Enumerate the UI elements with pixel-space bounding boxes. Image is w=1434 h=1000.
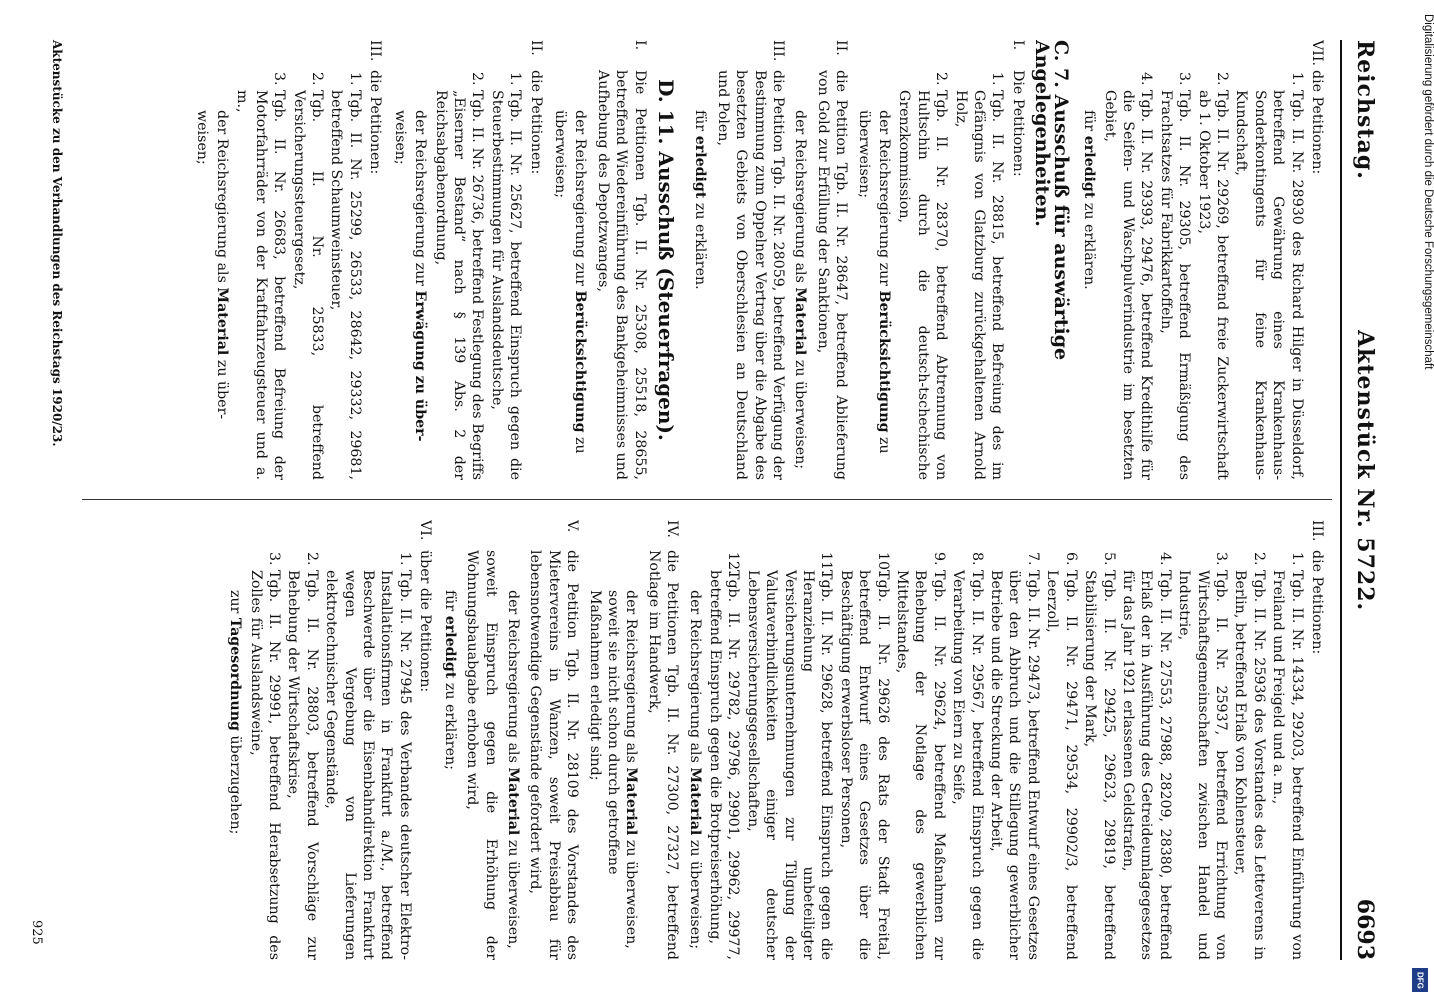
item-text: Tgb. II. Nr. 29626 des Rats der Stadt Freital, betreffend Entwurf eines Gesetzes über die Beschäftigung erwerbsloser Personen,	[837, 570, 891, 960]
list-item	[1269, 540, 1306, 960]
item-text: Tgb. II. Nr. 27553, 27988, 28209, 28380, betreffend Erlaß der in Ausführung des Getreideumlagegesetzes für das Jahr 1921 erlassenen Geldstrafen,	[1119, 570, 1173, 960]
resolution-line	[440, 520, 458, 960]
item-number: 1.	[396, 552, 413, 566]
resolution-text: der Reichsregierung als	[792, 110, 809, 288]
item-number: 5.	[1100, 552, 1117, 566]
resolution-keyword: Material	[504, 767, 521, 836]
resolution-text: für	[1081, 110, 1098, 136]
column-divider	[82, 499, 1332, 500]
list-item	[743, 540, 835, 960]
item-text: Tgb. II. Nr. 29567, betreffend Einspruch gegen die Verarbeitung von Eiern zu Seife,	[950, 570, 985, 960]
list-item	[987, 540, 1042, 960]
list-item	[1081, 540, 1118, 960]
list-item	[322, 540, 414, 960]
roman-numeral: II.	[833, 40, 850, 56]
section-c-i	[1009, 40, 1027, 480]
roman-numeral: VII.	[1309, 40, 1325, 66]
section-c-iii	[713, 40, 787, 480]
resolution-text: zu überweisen;	[686, 835, 703, 950]
resolution-keyword: Material	[686, 767, 703, 836]
roman-numeral: I.	[1009, 40, 1026, 51]
item-number: 8.	[968, 552, 985, 566]
item-text: Tgb. II. Nr. 29624, betreffend Maßnahmen zur Behebung der Notlage des gewerblichen Mittelstandes,	[894, 570, 947, 960]
dfg-logo: DFG	[1412, 968, 1428, 992]
section-iii	[1308, 520, 1326, 960]
item-text: Tgb. II. Nr. 25627, betreffend Einspruch gegen die Steuerbestimmungen für Auslandsdeutsche,	[488, 90, 524, 480]
resolution-line: überweisen;	[855, 110, 872, 199]
resolution-line: weisen;	[193, 110, 210, 165]
item-text: Tgb. II. Nr. 25937, betreffend Errichtung von Wirtschaftsgemeinschaften zwischen Handel und Industrie,	[1176, 570, 1229, 960]
item-text: Tgb. II. Nr. 29782, 29796, 29901, 29962, 29977, betreffend Einspruch gegen die Brotpreiserhöhung,	[707, 570, 742, 960]
section-v	[526, 520, 581, 960]
list-item	[706, 540, 743, 960]
header-title: Aktenstück Nr. 5722.	[1352, 330, 1378, 612]
paragraph-text: die Petitionen Tgb. II. Nr. 27300, 27327, betreffend Notlage im Handwerk,	[645, 550, 681, 960]
resolution-text: zu überweisen, soweit sie nicht schon durch getroffene Maßnahmen erledigt sind;	[586, 590, 640, 949]
list-item	[1100, 60, 1155, 480]
item-text: Tgb. II. Nr. 26683, betreffend Befreiung der Motorfahrräder von der Kraftfahrzeugsteuer und a. m.,	[234, 90, 288, 480]
resolution-text: der Reichsregierung als	[214, 110, 231, 288]
left-column	[42, 40, 1332, 480]
section-iv	[644, 520, 681, 960]
resolution-keyword: Material	[214, 287, 231, 356]
item-number: 3.	[266, 552, 283, 566]
roman-numeral: III.	[770, 40, 787, 62]
resolution-text: zu	[572, 432, 589, 454]
item-number: 2.	[469, 72, 486, 86]
resolution-line	[685, 520, 703, 960]
header-left: Reichstag.	[1352, 40, 1378, 180]
item-number: 1.	[1288, 552, 1305, 566]
list-item	[233, 60, 288, 480]
resolution-text: zu	[876, 432, 893, 454]
resolution-line	[213, 40, 231, 480]
resolution-keyword: Berücksichtigung	[572, 290, 589, 433]
resolution-line: weisen;	[391, 110, 408, 165]
resolution-text: für	[692, 110, 709, 136]
resolution-text: zu über-	[214, 355, 231, 420]
section-d-i	[593, 40, 648, 480]
section-intro: über die Petitionen:	[417, 550, 434, 693]
resolution-line	[791, 40, 809, 480]
resolution-keyword: Berücksichtigung	[876, 290, 893, 433]
list-item	[1043, 540, 1080, 960]
section-heading-d: D. 11. Ausschuß (Steuerfragen).	[654, 79, 678, 441]
item-text: Tgb. II. Nr. 29393, 29476, betreffend Kredithilfe für die Seifen- und Waschpulverindustrie im besetzten Gebiet,	[1101, 90, 1155, 480]
item-text: Tgb. II. Nr. 29471, 29534, 29902/3, betreffend Leerzoll,	[1044, 570, 1079, 960]
resolution-line	[875, 40, 893, 480]
footer-page-number: 925	[29, 920, 44, 945]
resolution-text: zu überweisen;	[792, 355, 809, 470]
item-text: Tgb. II. Nr. 25936 des Vorstandes des Letteverens in Berlin, betreffend Erlaß von Kohlensteuer,	[1232, 570, 1267, 960]
paragraph-text: die Petition Tgb. II. Nr. 28647, betreffend Ablieferung von Gold zur Erfüllung der Sanktionen,	[814, 70, 850, 480]
list-item	[1231, 540, 1268, 960]
list-item	[487, 60, 524, 480]
roman-numeral: III.	[367, 40, 384, 62]
item-text: Tgb. II. Nr. 25833, betreffend Versicherungssteuergesetz,	[290, 90, 326, 480]
section-intro: Die Petitionen:	[1009, 70, 1026, 177]
resolution-line: überweisen;	[551, 110, 568, 199]
item-number: 1.	[346, 72, 363, 86]
list-item	[327, 60, 364, 480]
roman-numeral: I.	[631, 40, 648, 51]
section-intro: die Petitionen:	[1309, 550, 1325, 655]
item-number: 7.	[1024, 552, 1041, 566]
item-number: 1.	[1288, 72, 1305, 86]
item-text: Tgb. II. Nr. 28930 des Richard Hilger in Düsseldorf, betreffend Gewährung eines Krankenhaus-Sonderkontingents für feine Krankenhaus-Kundschaft,	[1233, 90, 1305, 480]
item-number: 6.	[1062, 552, 1079, 566]
resolution-keyword: erledigt	[1081, 135, 1098, 199]
section-intro: die Petitionen:	[1309, 70, 1325, 175]
resolution-line	[1080, 40, 1098, 480]
paragraph-text: die Petition Tgb. II. Nr. 28109 des Vorstandes des Mietervereins in Wanzen, soweit Preisabbau für lebensnotwendige Gegenstände gefordert wird,	[527, 550, 581, 960]
item-text: Tgb. II. Nr. 14334, 29203, betreffend Einführung von Freiland und Freigeld und a. m.,	[1270, 570, 1305, 960]
footer-note: Aktenstücke zu den Verhandlungen des Reichstags 1920/23.	[50, 40, 64, 447]
resolution-text: der Reichsregierung als	[504, 590, 521, 768]
resolution-line	[585, 520, 640, 960]
paragraph-text: soweit Einspruch gegen die Erhöhung der Wohnungsbauabgabe erhoben wird,	[464, 550, 499, 960]
paragraph-text: die Petition Tgb. II. Nr. 28059, betreffend Verfügung der Bestimmung zum Oppelner Vertrag über die Abgabe des besetzten Gebiets von Oberschlesien an Deutschland und Polen,	[714, 70, 787, 480]
list-item	[246, 540, 283, 960]
section-d-ii	[526, 40, 544, 480]
header-page-number: 6693	[1352, 898, 1378, 960]
resolution-keyword: Material	[623, 767, 640, 836]
roman-numeral: II.	[527, 40, 544, 56]
resolution-text: zu überweisen,	[504, 835, 521, 949]
item-text: Tgb. II. Nr. 28370, betreffend Abtrennung von Hultschin durch die deutsch-tschechische Grenzkommission,	[896, 90, 950, 480]
section-intro: die Petitionen:	[527, 70, 544, 175]
resolution-text: der Reichsregierung zur	[572, 110, 589, 291]
list-item	[1194, 60, 1231, 480]
list-item	[895, 60, 950, 480]
item-number: 3.	[1176, 72, 1193, 86]
resolution-text: überzugehen;	[227, 730, 244, 835]
resolution-text: zur	[227, 590, 244, 618]
resolution-text: zu erklären.	[692, 198, 709, 290]
item-text: Tgb. II. Nr. 29628, betreffend Einspruch gegen die Heranziehung unbeteiligter Versicherungsunternehmungen zur Tilgung der Valutaverbindlichkeiten einiger deutscher Lebensversicherungsgesellschaften,	[744, 570, 835, 960]
item-number: 2.	[309, 72, 326, 86]
item-number: 2.	[933, 72, 950, 86]
resolution-text: der Reichsregierung als	[686, 590, 703, 768]
list-item	[949, 540, 986, 960]
resolution-text: zu erklären;	[441, 678, 458, 770]
item-number: 3.	[1212, 552, 1229, 566]
item-number: 1.	[507, 72, 524, 86]
section-heading-c: C. 7. Ausschuß für auswärtige Angelegenheiten.	[1031, 40, 1072, 361]
resolution-text: der Reichsregierung als	[623, 590, 640, 768]
list-item	[284, 540, 321, 960]
roman-numeral: III.	[1309, 520, 1325, 542]
resolution-text: der Reichsregierung zur	[412, 110, 429, 291]
header-rule	[1340, 40, 1342, 960]
resolution-text: zu erklären.	[1081, 198, 1098, 290]
resolution-line	[504, 520, 522, 960]
resolution-line	[571, 40, 589, 480]
resolution-text: für	[441, 590, 458, 616]
item-number: 4.	[1156, 552, 1173, 566]
resolution-keyword: Erwägung zu über-	[412, 290, 429, 442]
section-intro: die Petitionen:	[367, 70, 384, 175]
paragraph-text: Die Petitionen Tgb. II. Nr. 25308, 25518, 28655, betreffend Wiedereinführung des Bankgeheimnisses und Aufhebung des Depotzwanges,	[594, 70, 648, 480]
item-number: 4.	[1138, 72, 1155, 86]
item-text: Tgb. II. Nr. 28815, betreffend Befreiung des im Gefängnis von Glatzburg zurückgehaltenen Arnold Holz,	[952, 90, 1006, 480]
list-item	[289, 60, 326, 480]
item-number: 2.	[303, 552, 320, 566]
section-d-iii	[366, 40, 384, 480]
resolution-keyword: Material	[792, 287, 809, 356]
list-item	[951, 60, 1006, 480]
section-c-ii	[813, 40, 850, 480]
list-item	[1175, 540, 1230, 960]
item-number: 10.	[874, 552, 891, 575]
list-item	[1232, 60, 1306, 480]
resolution-text: der Reichsregierung zur	[876, 110, 893, 291]
item-text: Tgb. II. Nr. 29425, 29623, 29819, betreffend Stabilisierung der Mark,	[1082, 570, 1117, 960]
item-number: 11.	[818, 552, 835, 575]
roman-numeral: V.	[564, 520, 581, 533]
list-item	[893, 540, 948, 960]
list-item	[1119, 540, 1174, 960]
item-number: 2.	[1250, 552, 1267, 566]
item-text: Tgb. II. Nr. 29473, betreffend Entwurf eines Gesetzes über den Abbruch und die Stillegung gewerblicher Betriebe und die Streckung der Arbeit,	[988, 570, 1041, 960]
resolution-line	[411, 40, 429, 480]
item-text: Tgb. II. Nr. 29305, betreffend Ermäßigung des Frachtsatzes für Fabrikkartoffeln,	[1157, 90, 1193, 480]
item-text: Tgb. II. Nr. 27945 des Verbandes deutscher Elektro-Installationsfirmen in Frankfurt a./M., betreffend Beschwerde über die Eisenbahndirektion Frankfurt wegen Vergebung von Lieferungen elektrotechnischer Gegenstände,	[323, 570, 413, 960]
roman-numeral: IV.	[664, 520, 681, 538]
resolution-keyword: Tagesordnung	[227, 617, 244, 731]
item-number: 12.	[725, 552, 742, 575]
digitization-credit	[1404, 0, 1434, 1000]
item-text: Tgb. II. Nr. 28803, betreffend Vorschläge zur Behebung der Wirtschaftskrise,	[285, 570, 320, 960]
item-text: Tgb. II. Nr. 29991, betreffend Herabsetzung des Zolles für Auslandsweine,	[247, 570, 283, 960]
roman-numeral: VI.	[417, 520, 434, 541]
item-text: Tgb. II. Nr. 26736, betreffend Festlegung des Begriffs „Eiserner Bestand“ nach § 139 Abs. 2 der Reichsabgabenordnung,	[432, 90, 486, 480]
section-vi	[416, 520, 434, 960]
item-text: Tgb. II. Nr. 29269, betreffend freie Zuckerwirtschaft ab 1. Oktober 1923,	[1195, 90, 1230, 480]
resolution-line	[226, 520, 244, 960]
page-header	[1344, 40, 1384, 960]
resolution-keyword: erledigt	[692, 135, 709, 199]
list-item	[1156, 60, 1193, 480]
list-item	[431, 60, 486, 480]
resolution-keyword: erledigt	[441, 615, 458, 679]
item-number: 2.	[1213, 72, 1230, 86]
section-vii	[1308, 40, 1326, 480]
item-number: 9.	[930, 552, 947, 566]
item-number: 1.	[989, 72, 1006, 86]
item-text: Tgb. II. Nr. 25299, 26533, 28642, 29332, 29681, betreffend Schaumweinsteuer,	[328, 90, 363, 480]
right-column	[42, 520, 1332, 960]
list-item	[836, 540, 891, 960]
resolution-line	[691, 40, 709, 480]
credit-text: Digitalisierung gefördert durch die Deutsche Forschungsgemeinschaft	[1422, 14, 1434, 370]
item-number: 3.	[271, 72, 288, 86]
